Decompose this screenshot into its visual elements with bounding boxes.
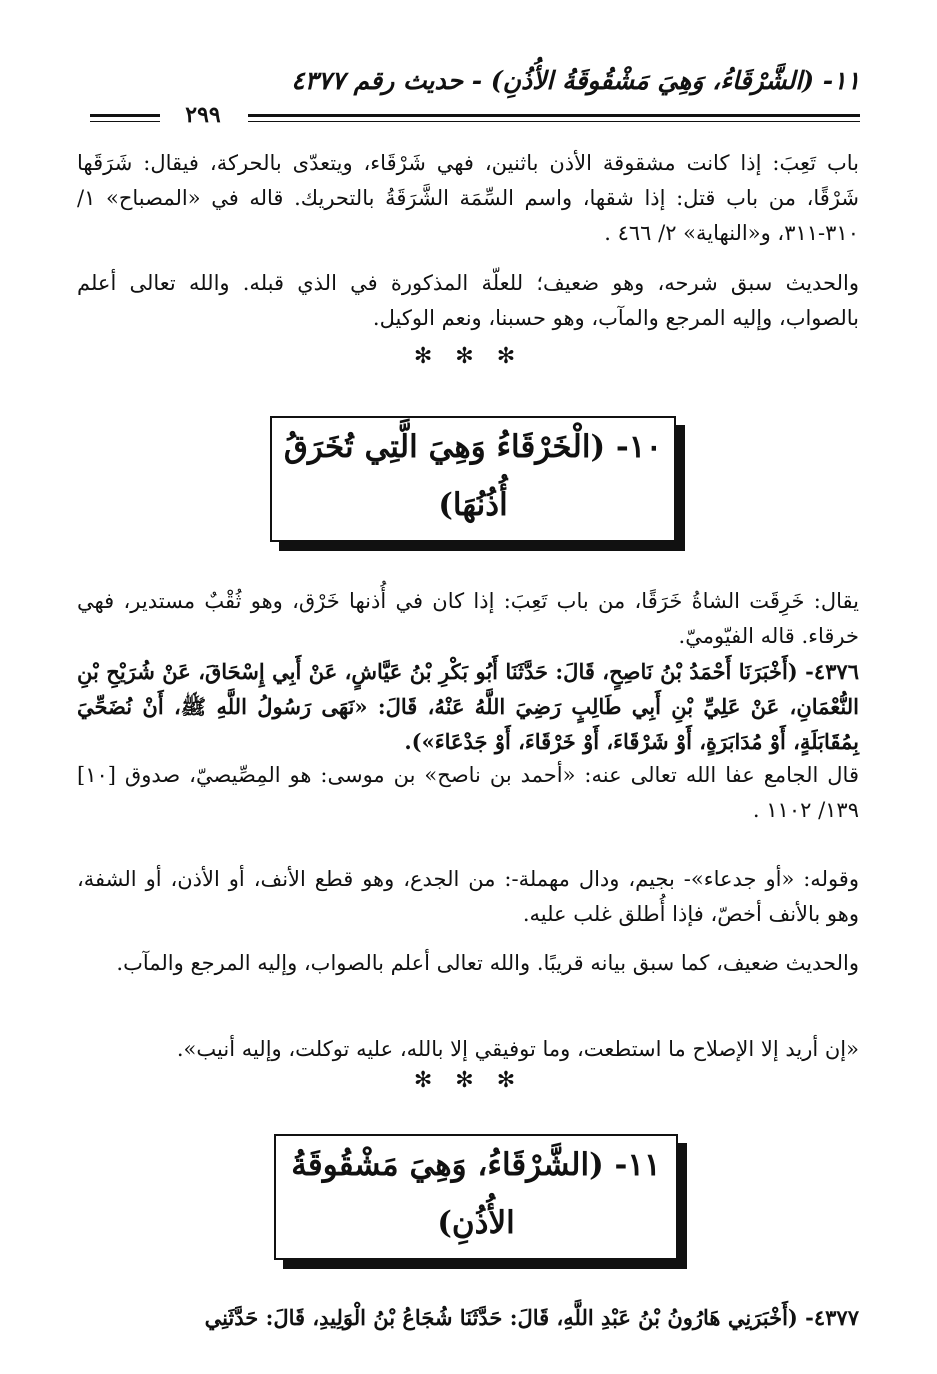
header-rule xyxy=(248,114,860,122)
hadith-text: ٤٣٧٧- (أَخْبَرَنِي هَارُونُ بْنُ عَبْدِ اللَّهِ، قَالَ: حَدَّثَنَا شُجَاعُ بْنُ الْوَلِيدِ، قَالَ: حَدَّثَنِي xyxy=(204,1305,859,1330)
paragraph: وقوله: «أو جدعاء»- بجيم، ودال مهملة-: من الجدع، وهو قطع الأنف، أو الأذن، أو الشفة، وهو بالأنف أخصّ، فإذا أُطلق غلب عليه. xyxy=(77,867,859,926)
separator-stars: ✻ ✻ ✻ xyxy=(413,344,524,369)
running-header xyxy=(90,66,860,128)
running-title: ١١- (الشَّرْقَاءُ، وَهِيَ مَشْقُوقَةُ الأُذُنِ) - حديث رقم ٤٣٧٧ xyxy=(291,66,860,95)
separator-stars: ✻ ✻ ✻ xyxy=(413,1068,524,1093)
paragraph: «إن أريد إلا الإصلاح ما استطعت، وما توفيقي إلا بالله، عليه توكلت، وإليه أنيب». xyxy=(176,1037,859,1061)
paragraph: يقال: خَرِقَت الشاةُ خَرَقًا، من باب تَعِبَ: إذا كان في أُذنها خَرْق، وهو ثُقْبٌ مستدير، فهي خرقاء. قاله الفيّوميّ. xyxy=(77,589,859,648)
chapter-heading-10 xyxy=(270,416,676,542)
page-number: ٢٩٩ xyxy=(185,102,221,128)
header-rule-left xyxy=(90,114,160,122)
chapter-heading-line: الأُذُنِ) xyxy=(437,1205,515,1241)
chapter-heading-line: ١٠- (الْخَرْقَاءُ وَهِيَ الَّتِي تُخَرَقُ xyxy=(283,429,663,465)
paragraph: قال الجامع عفا الله تعالى عنه: «أحمد بن ناصح» بن موسى: هو المِصِّيصيّ، صدوق [١٠] ١٣٩/ ١١٠٢ . xyxy=(77,763,859,822)
chapter-heading-11 xyxy=(274,1134,678,1260)
paragraph: والحديث ضعيف، كما سبق بيانه قريبًا. والله تعالى أعلم بالصواب، وإليه المرجع والمآب. xyxy=(116,951,859,975)
paragraph: والحديث سبق شرحه، وهو ضعيف؛ للعلّة المذكورة في الذي قبله. والله تعالى أعلم بالصواب، وإليه المرجع والمآب، وهو حسبنا، ونعم الوكيل. xyxy=(77,271,859,330)
chapter-heading-line: ١١- (الشَّرْقَاءُ، وَهِيَ مَشْقُوقَةُ xyxy=(291,1147,661,1183)
hadith-text: ٤٣٧٦- (أَخْبَرَنَا أَحْمَدُ بْنُ نَاصِحٍ، قَالَ: حَدَّثَنَا أَبُو بَكْرِ بْنُ عَيَّاشٍ، عَنْ أَبِي إِسْحَاقَ، عَنْ شُرَيْحِ بْنِ النُّعْمَانِ، عَنْ عَلِيِّ بْنِ أَبِي طَالِبٍ رَضِيَ اللَّهُ عَنْهُ، قَالَ: «نَهَى رَسُولُ اللَّهِ ﷺ، أَنْ نُضَحِّيَ بِمُقَابَلَةٍ، أَوْ مُدَابَرَةٍ، أَوْ شَرْقَاءَ، أَوْ خَرْقَاءَ، أَوْ جَدْعَاءَ»). xyxy=(77,659,859,754)
paragraph: باب تَعِبَ: إذا كانت مشقوقة الأذن باثنين، فهي شَرْقَاء، ويتعدّى بالحركة، فيقال: شَرَقَها شَرْقًا، من باب قتل: إذا شقها، واسم السِّمَة الشَّرَقَةُ بالتحريك. قاله في «المصباح» ١/ ٣١٠-٣١١، و«النهاية» ٢/ ٤٦٦ . xyxy=(77,151,859,245)
chapter-heading-line: أُذُنُهَا) xyxy=(438,487,508,523)
